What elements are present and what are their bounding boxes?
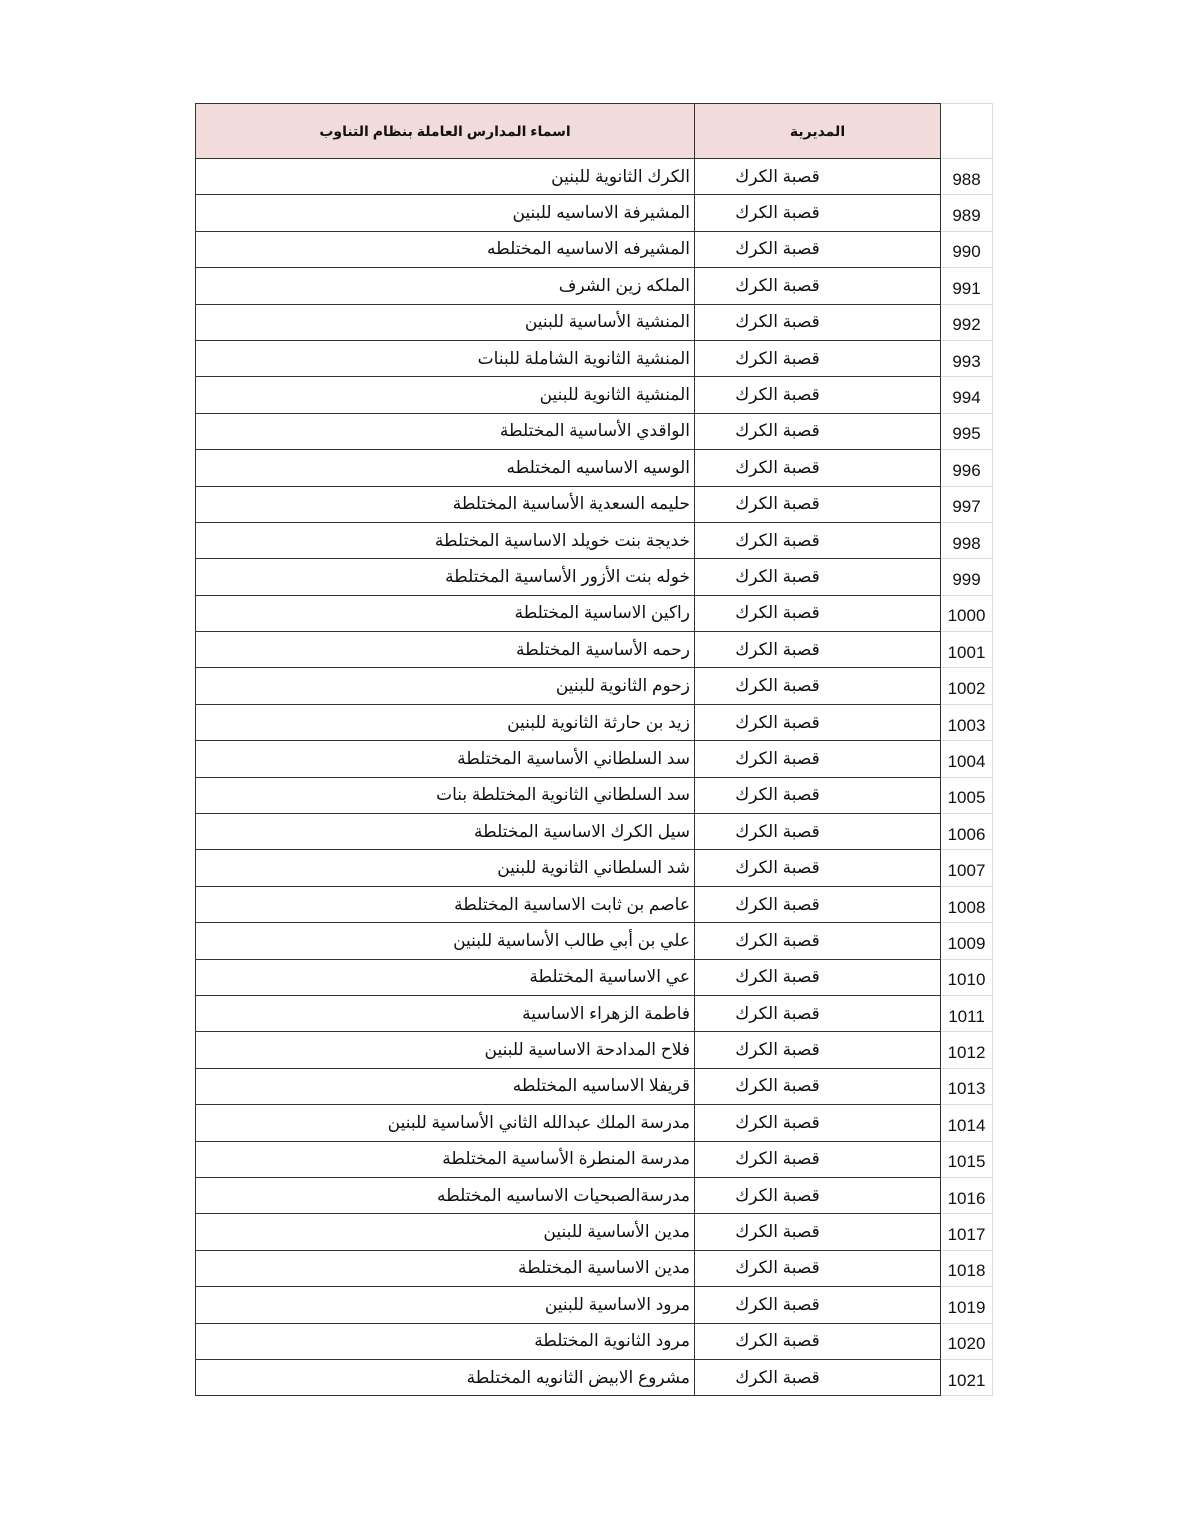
- directorate-cell: قصبة الكرك: [695, 741, 941, 777]
- row-number-cell: 1012: [941, 1032, 993, 1068]
- table-row: [196, 1177, 993, 1213]
- row-number-cell: 988: [941, 159, 993, 195]
- row-number-cell: 1016: [941, 1177, 993, 1213]
- table-row: [196, 304, 993, 340]
- table-row: [196, 377, 993, 413]
- school-name-cell: رحمه الأساسية المختلطة: [196, 632, 695, 668]
- school-name-cell: الكرك الثانوية للبنين: [196, 159, 695, 195]
- school-name-cell: خوله بنت الأزور الأساسية المختلطة: [196, 559, 695, 595]
- table-row: [196, 559, 993, 595]
- table-row: [196, 1323, 993, 1359]
- directorate-cell: قصبة الكرك: [695, 268, 941, 304]
- directorate-cell: قصبة الكرك: [695, 814, 941, 850]
- schools-table: [195, 103, 993, 1396]
- directorate-cell: قصبة الكرك: [695, 1141, 941, 1177]
- row-number-cell: 1001: [941, 632, 993, 668]
- table-row: [196, 1068, 993, 1104]
- row-number-cell: 1005: [941, 777, 993, 813]
- school-name-cell: الملكه زين الشرف: [196, 268, 695, 304]
- table-row: [196, 1105, 993, 1141]
- directorate-cell: قصبة الكرك: [695, 340, 941, 376]
- table-row: [196, 632, 993, 668]
- directorate-cell: قصبة الكرك: [695, 1105, 941, 1141]
- table-row: [196, 1359, 993, 1395]
- directorate-cell: قصبة الكرك: [695, 1250, 941, 1286]
- row-number-cell: 1013: [941, 1068, 993, 1104]
- school-name-cell: مرود الاساسية للبنين: [196, 1287, 695, 1323]
- row-number-cell: 992: [941, 304, 993, 340]
- directorate-cell: قصبة الكرك: [695, 522, 941, 558]
- table-row: [196, 1214, 993, 1250]
- directorate-cell: قصبة الكرك: [695, 959, 941, 995]
- directorate-cell: قصبة الكرك: [695, 704, 941, 740]
- row-number-cell: 996: [941, 450, 993, 486]
- directorate-cell: قصبة الكرك: [695, 377, 941, 413]
- table-row: [196, 340, 993, 376]
- school-name-cell: مدين الأساسية للبنين: [196, 1214, 695, 1250]
- row-number-cell: 1015: [941, 1141, 993, 1177]
- directorate-cell: قصبة الكرك: [695, 923, 941, 959]
- school-name-cell: حليمه السعدية الأساسية المختلطة: [196, 486, 695, 522]
- directorate-cell: قصبة الكرك: [695, 1032, 941, 1068]
- table-row: [196, 850, 993, 886]
- row-number-cell: 1014: [941, 1105, 993, 1141]
- row-number-cell: 1017: [941, 1214, 993, 1250]
- directorate-cell: قصبة الكرك: [695, 231, 941, 267]
- table-row: [196, 1032, 993, 1068]
- row-number-cell: 993: [941, 340, 993, 376]
- directorate-cell: قصبة الكرك: [695, 450, 941, 486]
- row-number-cell: 998: [941, 522, 993, 558]
- school-name-cell: مدرسةالصبحيات الاساسيه المختلطه: [196, 1177, 695, 1213]
- directorate-cell: قصبة الكرك: [695, 1214, 941, 1250]
- row-number-cell: 994: [941, 377, 993, 413]
- school-name-cell: قريفلا الاساسيه المختلطه: [196, 1068, 695, 1104]
- school-name-cell: سيل الكرك الاساسية المختلطة: [196, 814, 695, 850]
- directorate-cell: قصبة الكرك: [695, 632, 941, 668]
- row-number-cell: 1004: [941, 741, 993, 777]
- row-number-cell: 1003: [941, 704, 993, 740]
- school-name-cell: مرود الثانوية المختلطة: [196, 1323, 695, 1359]
- row-number-cell: 991: [941, 268, 993, 304]
- table-row: [196, 668, 993, 704]
- school-name-cell: خديجة بنت خويلد الاساسية المختلطة: [196, 522, 695, 558]
- school-name-cell: زحوم الثانوية للبنين: [196, 668, 695, 704]
- school-name-cell: فاطمة الزهراء الاساسية: [196, 995, 695, 1031]
- table-row: [196, 1287, 993, 1323]
- school-name-cell: المشيرفه الاساسيه المختلطه: [196, 231, 695, 267]
- table-row: [196, 777, 993, 813]
- directorate-cell: قصبة الكرك: [695, 886, 941, 922]
- directorate-cell: قصبة الكرك: [695, 413, 941, 449]
- directorate-cell: قصبة الكرك: [695, 995, 941, 1031]
- table-header-row: [196, 104, 993, 159]
- table-row: [196, 486, 993, 522]
- table-row: [196, 1250, 993, 1286]
- school-name-cell: عي الاساسية المختلطة: [196, 959, 695, 995]
- school-name-cell: سد السلطاني الثانوية المختلطة بنات: [196, 777, 695, 813]
- directorate-cell: قصبة الكرك: [695, 850, 941, 886]
- row-number-cell: 997: [941, 486, 993, 522]
- table-row: [196, 268, 993, 304]
- table-row: [196, 450, 993, 486]
- school-name-cell: مدين الاساسية المختلطة: [196, 1250, 695, 1286]
- directorate-cell: قصبة الكرك: [695, 668, 941, 704]
- school-name-cell: المنشية الثانوية للبنين: [196, 377, 695, 413]
- table-row: [196, 814, 993, 850]
- table-row: [196, 995, 993, 1031]
- school-name-cell: مدرسة المنطرة الأساسية المختلطة: [196, 1141, 695, 1177]
- row-number-cell: 1011: [941, 995, 993, 1031]
- directorate-cell: قصبة الكرك: [695, 1323, 941, 1359]
- directorate-cell: قصبة الكرك: [695, 1068, 941, 1104]
- row-number-cell: 999: [941, 559, 993, 595]
- header-directorate: المديرية: [695, 104, 941, 159]
- header-school-names: اسماء المدارس العاملة بنظام التناوب: [196, 104, 695, 159]
- row-number-cell: 1010: [941, 959, 993, 995]
- directorate-cell: قصبة الكرك: [695, 595, 941, 631]
- table-row: [196, 741, 993, 777]
- school-name-cell: علي بن أبي طالب الأساسية للبنين: [196, 923, 695, 959]
- school-name-cell: المنشية الثانوية الشاملة للبنات: [196, 340, 695, 376]
- directorate-cell: قصبة الكرك: [695, 304, 941, 340]
- school-name-cell: فلاح المدادحة الاساسية للبنين: [196, 1032, 695, 1068]
- directorate-cell: قصبة الكرك: [695, 777, 941, 813]
- table-row: [196, 413, 993, 449]
- school-name-cell: عاصم بن ثابت الاساسية المختلطة: [196, 886, 695, 922]
- table-row: [196, 704, 993, 740]
- row-number-cell: 1021: [941, 1359, 993, 1395]
- row-number-cell: 1018: [941, 1250, 993, 1286]
- row-number-cell: 1009: [941, 923, 993, 959]
- school-name-cell: الواقدي الأساسية المختلطة: [196, 413, 695, 449]
- table-row: [196, 159, 993, 195]
- school-name-cell: الوسيه الاساسيه المختلطه: [196, 450, 695, 486]
- row-number-cell: 1008: [941, 886, 993, 922]
- directorate-cell: قصبة الكرك: [695, 195, 941, 231]
- directorate-cell: قصبة الكرك: [695, 159, 941, 195]
- school-name-cell: سد السلطاني الأساسية المختلطة: [196, 741, 695, 777]
- table-row: [196, 595, 993, 631]
- header-number: [941, 104, 993, 159]
- row-number-cell: 989: [941, 195, 993, 231]
- row-number-cell: 995: [941, 413, 993, 449]
- row-number-cell: 990: [941, 231, 993, 267]
- school-name-cell: المنشية الأساسية للبنين: [196, 304, 695, 340]
- directorate-cell: قصبة الكرك: [695, 1177, 941, 1213]
- school-name-cell: مشروع الابيض الثانويه المختلطة: [196, 1359, 695, 1395]
- row-number-cell: 1006: [941, 814, 993, 850]
- row-number-cell: 1019: [941, 1287, 993, 1323]
- row-number-cell: 1000: [941, 595, 993, 631]
- row-number-cell: 1002: [941, 668, 993, 704]
- directorate-cell: قصبة الكرك: [695, 1359, 941, 1395]
- table-row: [196, 923, 993, 959]
- row-number-cell: 1007: [941, 850, 993, 886]
- schools-sheet: [195, 103, 993, 1396]
- table-row: [196, 886, 993, 922]
- table-row: [196, 959, 993, 995]
- school-name-cell: المشيرفة الاساسيه للبنين: [196, 195, 695, 231]
- table-row: [196, 231, 993, 267]
- school-name-cell: زيد بن حارثة الثانوية للبنين: [196, 704, 695, 740]
- school-name-cell: شد السلطاني الثانوية للبنين: [196, 850, 695, 886]
- table-row: [196, 195, 993, 231]
- directorate-cell: قصبة الكرك: [695, 559, 941, 595]
- table-row: [196, 1141, 993, 1177]
- school-name-cell: راكين الاساسية المختلطة: [196, 595, 695, 631]
- school-name-cell: مدرسة الملك عبدالله الثاني الأساسية للبنين: [196, 1105, 695, 1141]
- row-number-cell: 1020: [941, 1323, 993, 1359]
- table-row: [196, 522, 993, 558]
- directorate-cell: قصبة الكرك: [695, 1287, 941, 1323]
- directorate-cell: قصبة الكرك: [695, 486, 941, 522]
